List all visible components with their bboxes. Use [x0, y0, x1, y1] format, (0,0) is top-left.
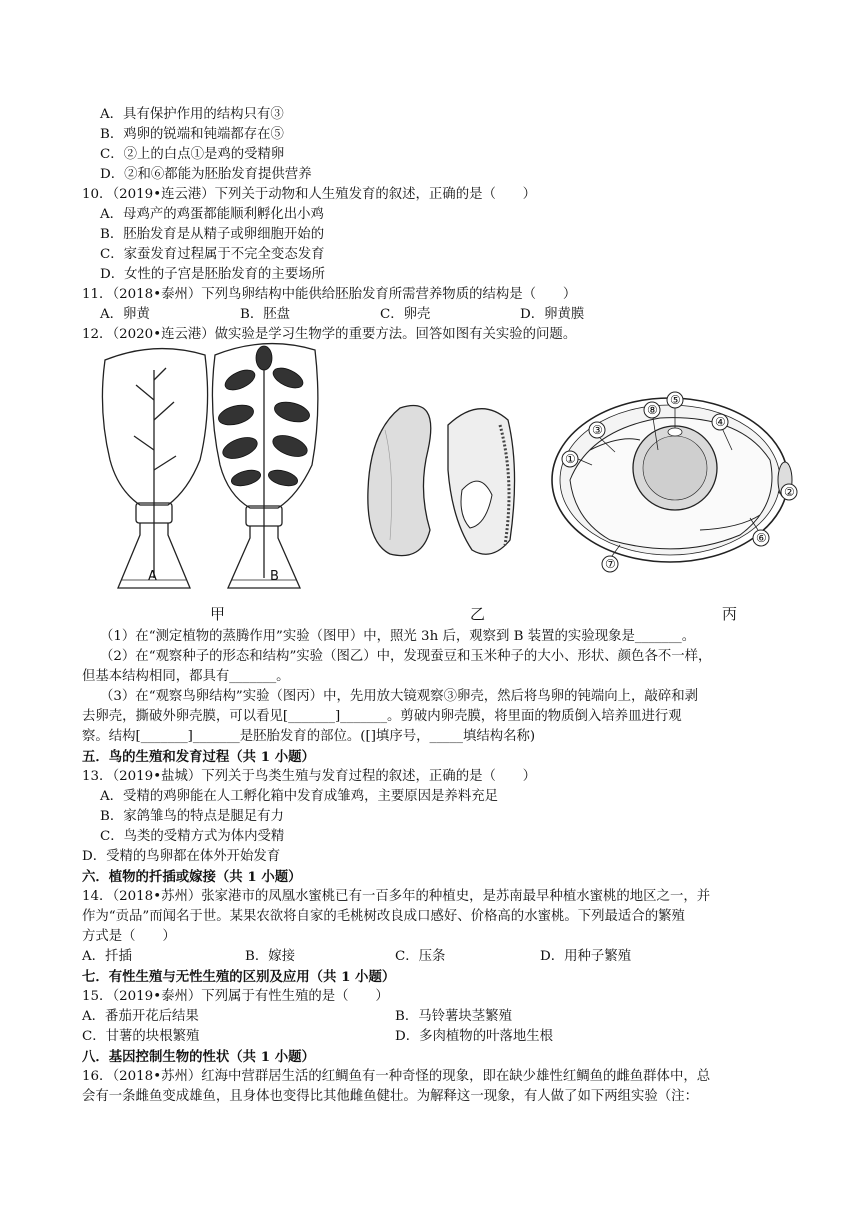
q12-sub2-line1: （2）在“观察种子的形态和结构”实验（图乙）中，发现蚕豆和玉米种子的大小、形状、颜色各不一样， [100, 649, 712, 664]
q14-option-c: C．压条 [395, 949, 446, 964]
svg-text:⑤: ⑤ [670, 393, 681, 407]
q14-option-b: B．嫁接 [245, 949, 296, 964]
section-7-title: 七．有性生殖与无性生殖的区别及应用（共 1 小题） [82, 969, 396, 985]
q16-stem-line1: 16．（2018•苏州）红海中营群居生活的红鲷鱼有一种奇怪的现象，即在缺少雄性红鲷鱼的雌鱼群体中，总 [82, 1069, 711, 1084]
svg-text:①: ① [565, 452, 576, 466]
q10-option-a: A．母鸡产的鸡蛋都能顺利孵化出小鸡 [100, 207, 324, 222]
section-5-title: 五．鸟的生殖和发育过程（共 1 小题） [82, 749, 315, 765]
svg-text:③: ③ [592, 423, 603, 437]
q9-option-d: D．②和⑥都能为胚胎发育提供营养 [100, 167, 312, 182]
svg-text:②: ② [784, 485, 795, 499]
q14-option-d: D．用种子繁殖 [540, 949, 632, 964]
svg-text:⑧: ⑧ [647, 403, 658, 417]
q10-option-c: C．家蚕发育过程属于不完全变态发育 [100, 247, 325, 262]
q14-stem-line3: 方式是（ ） [82, 929, 176, 944]
q13-option-a: A．受精的鸡卵能在人工孵化箱中发育成雏鸡，主要原因是养料充足 [100, 789, 498, 804]
egg-label-7 [602, 556, 618, 572]
q12-sub3-line2: 去卵壳，撕破外卵壳膜，可以看见[_______]_______。剪破内卵壳膜，将里面的物质倒入培养皿进行观 [82, 709, 682, 724]
svg-text:⑥: ⑥ [756, 531, 767, 545]
q14-option-a: A．扦插 [82, 949, 132, 964]
q10-option-b: B．胚胎发育是从精子或卵细胞开始的 [100, 227, 325, 242]
section-6-title: 六．植物的扦插或嫁接（共 1 小题） [82, 869, 302, 885]
svg-text:④: ④ [715, 415, 726, 429]
experiment-figure [100, 340, 800, 600]
q14-stem-line2: 作为“贡品”而闻名于世。某果农欲将自家的毛桃树改良成口感好、价格高的水蜜桃。下列最适合的繁殖 [82, 909, 685, 924]
device-b-label: B [270, 569, 279, 584]
egg-label-3 [589, 422, 605, 438]
q9-option-a: A．具有保护作用的结构只有③ [100, 107, 284, 122]
q15-option-d: D．多肉植物的叶落地生根 [395, 1029, 554, 1044]
egg-label-6 [753, 530, 769, 546]
egg-label-5 [667, 392, 683, 408]
device-b-illustration [212, 344, 317, 588]
q11-option-a: A．卵黄 [100, 307, 150, 322]
q12-stem: 12．（2020•连云港）做实验是学习生物学的重要方法。回答如图有关实验的问题。 [82, 327, 577, 342]
q11-option-b: B．胚盘 [240, 307, 291, 322]
q12-sub2-line2: 但基本结构相同，都具有_______。 [82, 669, 290, 684]
q15-stem: 15．（2019•泰州）下列属于有性生殖的是（ ） [82, 989, 389, 1004]
q12-sub1: （1）在“测定植物的蒸腾作用”实验（图甲）中，照光 3h 后，观察到 B 装置的实验现象是_______。 [100, 629, 696, 644]
q15-option-c: C．甘薯的块根繁殖 [82, 1029, 200, 1044]
q12-sub3-line1: （3）在“观察鸟卵结构”实验（图丙）中，先用放大镜观察③卵壳，然后将鸟卵的钝端向上，敲碎和剥 [100, 689, 699, 704]
q14-stem-line1: 14．（2018•苏州）张家港市的凤凰水蜜桃已有一百多年的种植史，是苏南最早种植水蜜桃的地区之一，并 [82, 889, 711, 904]
q13-option-b: B．家鸽雏鸟的特点是腿足有力 [100, 809, 284, 824]
q11-stem: 11．（2018•泰州）下列鸟卵结构中能供给胚胎发育所需营养物质的结构是（ ） [82, 287, 577, 302]
q13-option-c: C．鸟类的受精方式为体内受精 [100, 829, 285, 844]
q12-sub3-line3: 察。结构[_______]_______是胚胎发育的部位。([]填序号，_____填结构名称) [82, 729, 536, 744]
q16-stem-line2: 会有一条雌鱼变成雄鱼，且身体也变得比其他雌鱼健壮。为解释这一现象，有人做了如下两组实验（注： [82, 1089, 698, 1104]
device-a-illustration [102, 349, 207, 588]
q11-option-d: D．卵黄膜 [520, 307, 585, 322]
svg-text:⑦: ⑦ [605, 557, 616, 571]
q15-option-a: A．番茄开花后结果 [82, 1009, 199, 1024]
egg-label-1 [562, 451, 578, 467]
q10-option-d: D．女性的子宫是胚胎发育的主要场所 [100, 267, 325, 282]
experiment-figure-svg [100, 340, 800, 600]
section-8-title: 八．基因控制生物的性状（共 1 小题） [82, 1049, 315, 1065]
q15-option-b: B．马铃薯块茎繁殖 [395, 1009, 512, 1024]
figure-caption-yi: 乙 [470, 605, 486, 623]
egg-label-2 [781, 484, 797, 500]
q13-option-d: D．受精的鸟卵都在体外开始发育 [82, 849, 281, 864]
q13-stem: 13．（2019•盐城）下列关于鸟类生殖与发育过程的叙述，正确的是（ ） [82, 769, 537, 784]
q10-stem: 10．（2019•连云港）下列关于动物和人生殖发育的叙述，正确的是（ ） [82, 187, 537, 202]
q9-option-b: B．鸡卵的锐端和钝端都存在⑤ [100, 127, 284, 142]
egg-label-4 [712, 414, 728, 430]
egg-label-8 [644, 402, 660, 418]
q11-option-c: C．卵壳 [380, 307, 431, 322]
bean-seed-illustration [368, 406, 431, 556]
figure-caption-jia: 甲 [210, 605, 226, 623]
corn-seed-illustration [448, 409, 515, 555]
figure-caption-bing: 丙 [722, 605, 738, 623]
q9-option-c: C．②上的白点①是鸡的受精卵 [100, 147, 285, 162]
device-a-label: A [148, 569, 157, 584]
